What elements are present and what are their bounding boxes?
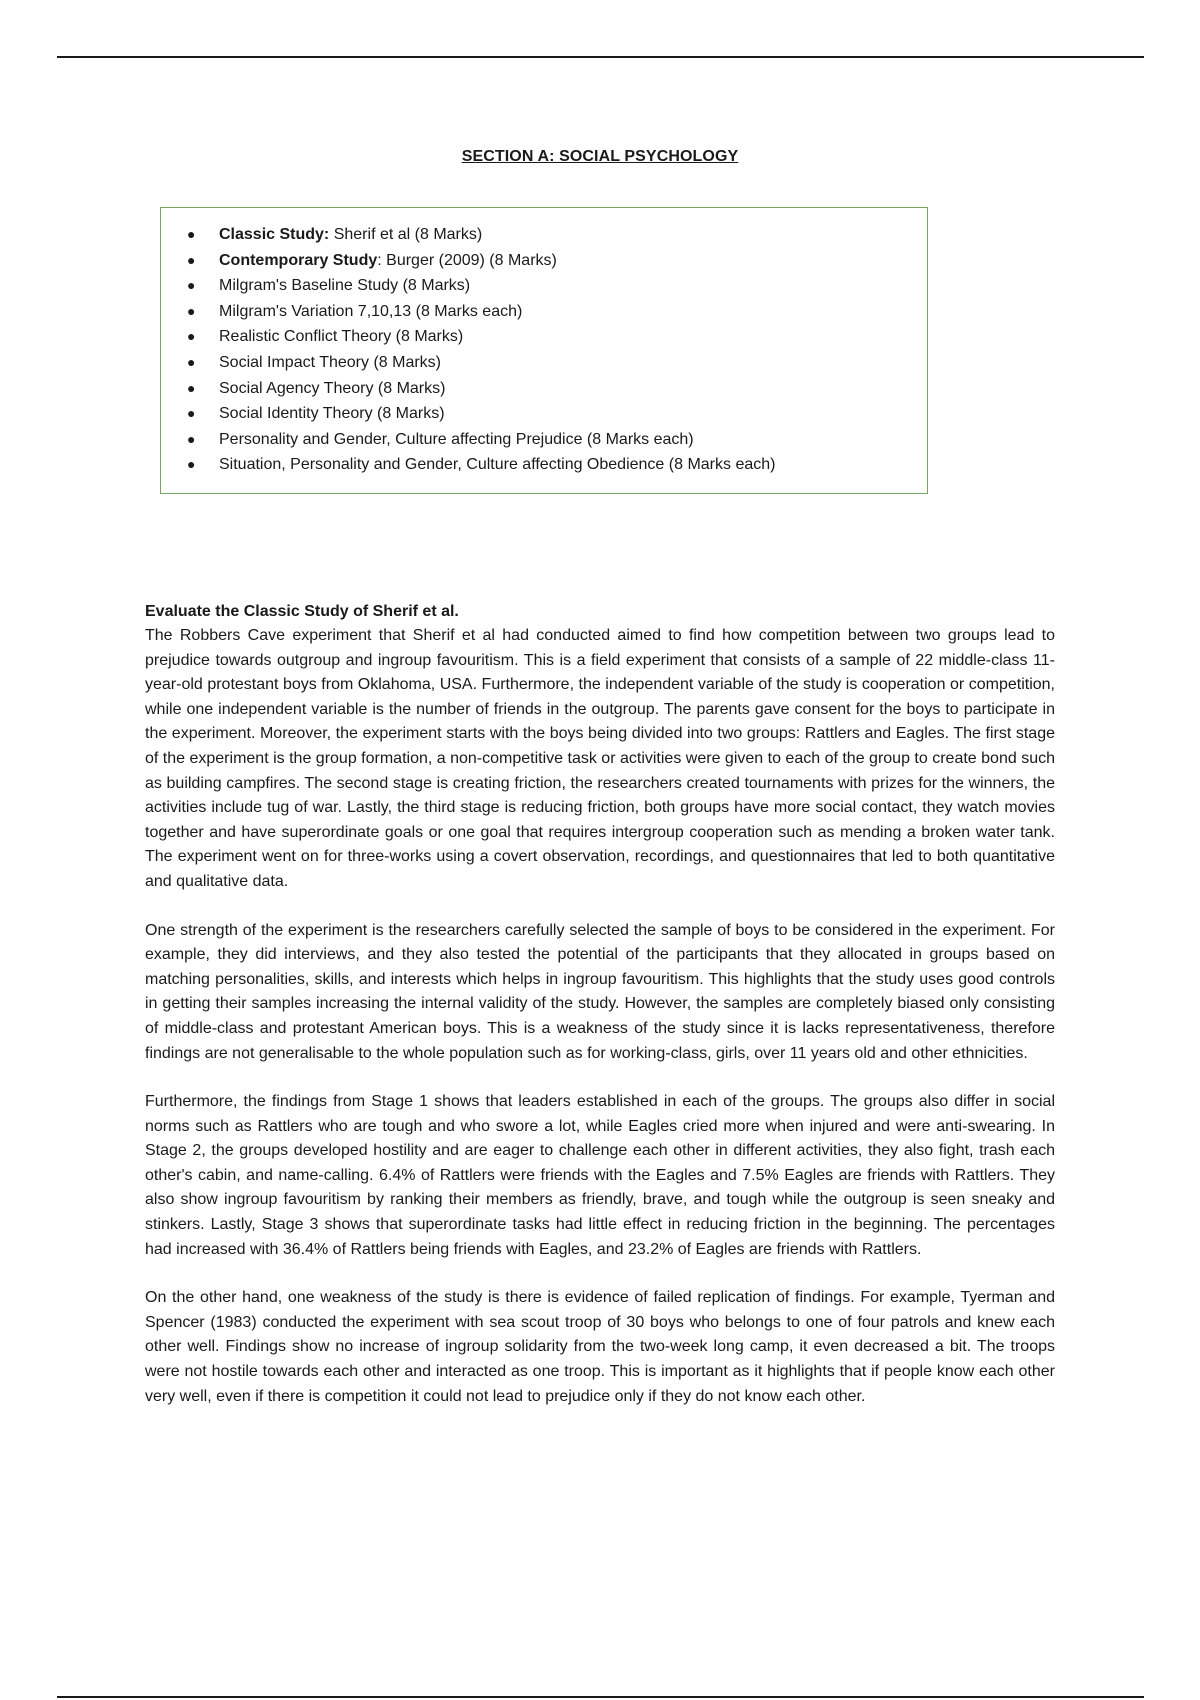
bullet-icon: ● xyxy=(187,430,196,447)
bullet-icon: ● xyxy=(187,226,196,242)
bullet-icon: ● xyxy=(187,302,196,319)
topic-item: ● Social Impact Theory (8 Marks) xyxy=(161,350,927,376)
topic-item: ● Realistic Conflict Theory (8 Marks) xyxy=(161,324,927,350)
topic-item: ● Contemporary Study: Burger (2009) (8 Marks) xyxy=(161,248,927,274)
essay-paragraph: One strength of the experiment is the researchers carefully selected the sample of boys to be considered in the experiment. For example, they did interviews, and they also tested the potential of the participants that they allocated in groups based on matching personalities, skills, and interests which helps in ingroup favouritism. This highlights that the study uses good controls in getting their samples increasing the internal validity of the study. However, the samples are completely biased only consisting of middle-class and protestant American boys. This is a weakness of the study since it is lacks representativeness, therefore findings are not generalisable to the whole population such as for working-class, girls, over 11 years old and other ethnicities. xyxy=(145,921,1055,1062)
header-rule xyxy=(57,56,1144,58)
topic-item: ● Milgram's Baseline Study (8 Marks) xyxy=(161,273,927,299)
bullet-icon: ● xyxy=(187,456,196,473)
essay-heading: Evaluate the Classic Study of Sherif et al. xyxy=(145,603,459,620)
topics-list xyxy=(161,208,927,478)
bullet-icon: ● xyxy=(187,328,196,345)
bullet-icon: ● xyxy=(187,251,196,268)
topic-item: ● Personality and Gender, Culture affecting Prejudice (8 Marks each) xyxy=(161,427,927,453)
topic-item: ● Classic Study: Sherif et al (8 Marks) xyxy=(161,222,927,248)
essay-paragraph: On the other hand, one weakness of the study is there is evidence of failed replication of findings. For example, Tyerman and Spencer (1983) conducted the experiment with sea scout troop of 30 boys who belongs to one of four patrols and knew each other well. Findings show no increase of ingroup solidarity from the two-week long camp, it even decreased a bit. The troops were not hostile towards each other and interacted as one troop. This is important as it highlights that if people know each other very well, even if there is competition it could not lead to prejudice only if they do not know each other. xyxy=(145,1289,1055,1405)
section-title: SECTION A: SOCIAL PSYCHOLOGY xyxy=(461,148,739,165)
essay-paragraph: Furthermore, the findings from Stage 1 shows that leaders established in each of the groups. The groups also differ in social norms such as Rattlers who are tough and who swore a lot, while Eagles cried more when injured and were anti-swearing. In Stage 2, the groups developed hostility and are eager to challenge each other in different activities, they also fight, trash each other's cabin, and name-calling. 6.4% of Rattlers were friends with the Eagles and 7.5% Eagles are friends with Rattlers. They also show ingroup favouritism by ranking their members as friendly, brave, and tough while the outgroup is seen sneaky and stinkers. Lastly, Stage 3 shows that superordinate tasks had little effect in reducing friction in the beginning. The percentages had increased with 36.4% of Rattlers being friends with Eagles, and 23.2% of Eagles are friends with Rattlers. xyxy=(145,1093,1055,1258)
bullet-icon: ● xyxy=(187,379,196,396)
topics-box xyxy=(160,207,928,494)
essay xyxy=(145,600,1055,1433)
topic-item: ● Milgram's Variation 7,10,13 (8 Marks each) xyxy=(161,299,927,325)
bullet-icon: ● xyxy=(187,277,196,294)
topic-item: ● Situation, Personality and Gender, Culture affecting Obedience (8 Marks each) xyxy=(161,452,927,478)
topic-item: ● Social Identity Theory (8 Marks) xyxy=(161,401,927,427)
bullet-icon: ● xyxy=(187,353,196,370)
footer-rule xyxy=(57,1696,1144,1698)
bullet-icon: ● xyxy=(187,405,196,422)
essay-paragraph: The Robbers Cave experiment that Sherif et al had conducted aimed to find how competition between two groups lead to prejudice towards outgroup and ingroup favouritism. This is a field experiment that consists of a sample of 22 middle-class 11-year-old protestant boys from Oklahoma, USA. Furthermore, the independent variable of the study is cooperation or competition, while one independent variable is the number of friends in the outgroup. The parents gave consent for the boys to participate in the experiment. Moreover, the experiment starts with the boys being divided into two groups: Rattlers and Eagles. The first stage of the experiment is the group formation, a non-competitive task or activities were given to each of the group to create bond such as building campfires. The second stage is creating friction, the researchers created tournaments with prizes for the winners, the activities include tug of war. Lastly, the third stage is reducing friction, both groups have more social contact, they watch movies together and have superordinate goals or one goal that requires intergroup cooperation such as mending a broken water tank. The experiment went on for three-works using a covert observation, recordings, and questionnaires that led to both quantitative and qualitative data. xyxy=(145,627,1055,890)
topic-item: ● Social Agency Theory (8 Marks) xyxy=(161,376,927,402)
